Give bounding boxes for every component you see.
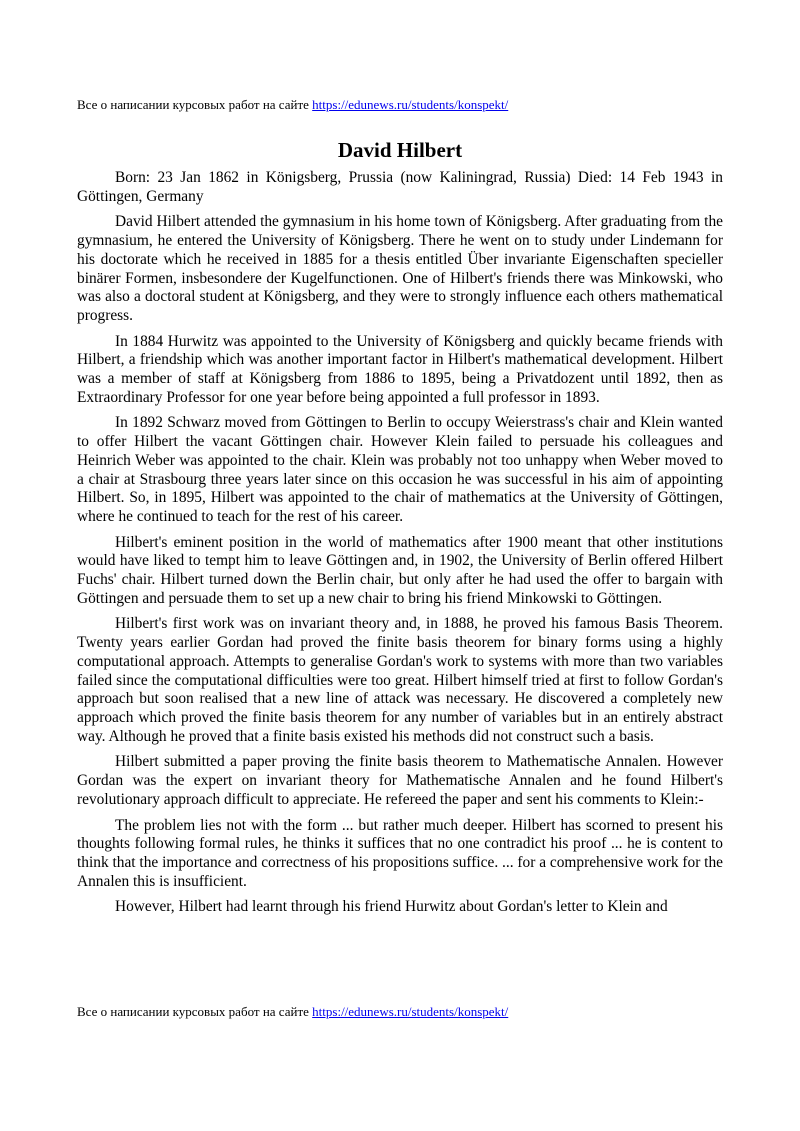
paragraph: Hilbert's eminent position in the world of mathematics after 1900 meant that other institutions would have liked to tempt him to leave Göttingen and, in 1902, the University of Berlin offered Hilbert Fuchs' chair. Hilbert turned down the Berlin chair, but only after he had used the offer to bargain with Göttingen and persuade them to set up a new chair to bring his friend Minkowski to Göttingen. (77, 533, 723, 607)
paragraph: In 1892 Schwarz moved from Göttingen to Berlin to occupy Weierstrass's chair and Klein wanted to offer Hilbert the vacant Göttingen chair. However Klein failed to persuade his colleagues and Heinrich Weber was appointed to the chair. Klein was probably not too unhappy when Weber moved to a chair at Strasbourg three years later since on this occasion he was successful in his aim of appointing Hilbert. So, in 1895, Hilbert was appointed to the chair of mathematics at the University of Göttingen, where he continued to teach for the rest of his career. (77, 414, 723, 525)
paragraph-born-died: Born: 23 Jan 1862 in Königsberg, Prussia (now Kaliningrad, Russia) Died: 14 Feb 1943 in Göttingen, Germany (77, 169, 723, 205)
paragraph: However, Hilbert had learnt through his friend Hurwitz about Gordan's letter to Klein and (115, 898, 668, 916)
paragraph: David Hilbert attended the gymnasium in his home town of Königsberg. After graduating from the gymnasium, he entered the University of Königsberg. There he went on to study under Lindemann for his doctorate which he received in 1885 for a thesis entitled Über invariante Eigenschaften specieller binärer Formen, insbesondere der Kugelfunctionen. One of Hilbert's friends there was Minkowski, who was also a doctoral student at Königsberg, and they were to strongly influence each others mathematical progress. (77, 213, 723, 324)
page-footer (77, 1004, 508, 1020)
header-text: Все о написании курсовых работ на сайте (77, 97, 313, 112)
footer-link[interactable]: https://edunews.ru/students/konspekt/ (312, 1004, 509, 1019)
header-link[interactable]: https://edunews.ru/students/konspekt/ (312, 97, 509, 112)
footer-text: Все о написании курсовых работ на сайте (77, 1004, 313, 1019)
page-title: David Hilbert (337, 138, 463, 162)
quote-paragraph: The problem lies not with the form ... but rather much deeper. Hilbert has scorned to present his thoughts following formal rules, he thinks it suffices that no one contradict his proof ... he is content to think that the importance and correctness of his propositions suffice. ... for a comprehensive work for the Annalen this is insufficient. (77, 816, 723, 890)
paragraph: Hilbert submitted a paper proving the finite basis theorem to Mathematische Annalen. However Gordan was the expert on invariant theory for Mathematische Annalen and he found Hilbert's revolutionary approach difficult to appreciate. He refereed the paper and sent his comments to Klein:- (77, 753, 723, 808)
paragraph: Hilbert's first work was on invariant theory and, in 1888, he proved his famous Basis Theorem. Twenty years earlier Gordan had proved the finite basis theorem for binary forms using a highly computational approach. Attempts to generalise Gordan's work to systems with more than two variables failed since the computational difficulties were too great. Hilbert himself tried at first to follow Gordan's approach but soon realised that a new line of attack was necessary. He discovered a completely new approach which proved the finite basis theorem for any number of variables but in an entirely abstract way. Although he proved that a finite basis existed his methods did not construct such a basis. (77, 615, 723, 745)
paragraph: In 1884 Hurwitz was appointed to the University of Königsberg and quickly became friends with Hilbert, a friendship which was another important factor in Hilbert's mathematical development. Hilbert was a member of staff at Königsberg from 1886 to 1895, being a Privatdozent until 1892, then as Extraordinary Professor for one year before being appointed a full professor in 1893. (77, 332, 723, 406)
article-body (77, 169, 723, 997)
page-header (77, 97, 508, 113)
